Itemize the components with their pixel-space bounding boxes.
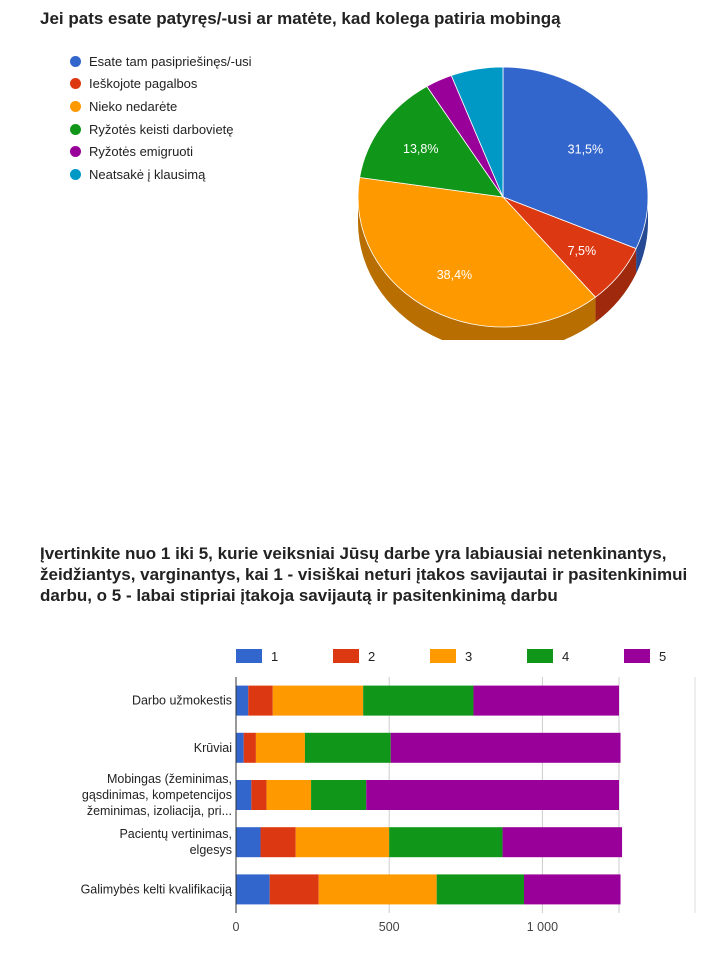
category-label: Pacientų vertinimas, [119, 827, 232, 842]
bar-segment [270, 874, 319, 904]
bar-legend [236, 649, 666, 664]
bar-segment [319, 874, 437, 904]
bar-segment [236, 874, 270, 904]
bar-segment [363, 686, 473, 716]
bar-row [132, 686, 619, 716]
category-label: žeminimas, izoliacija, pri... [86, 804, 232, 818]
bar-segment [366, 780, 619, 810]
bar-row [82, 772, 619, 818]
pie-slice-label: 38,4% [436, 267, 473, 282]
x-tick-label: 1 000 [526, 920, 559, 934]
legend-swatch [527, 649, 553, 663]
category-label: Darbo užmokestis [131, 693, 232, 708]
legend-swatch [333, 649, 359, 663]
legend-label: Nieko nedarėte [89, 98, 178, 114]
bar-segment [251, 780, 266, 810]
bar-segment [311, 780, 366, 810]
legend-label: 4 [562, 649, 570, 664]
legend-label: 5 [659, 649, 667, 664]
bar-segment [267, 780, 311, 810]
bar-segment [236, 686, 248, 716]
legend-label: Ryžotės emigruoti [89, 144, 194, 160]
bar-legend-item [333, 649, 375, 664]
pie-slice-label: 7,5% [567, 244, 597, 259]
legend-label: Neatsakė į klausimą [89, 166, 206, 182]
x-tick-label: 500 [378, 920, 400, 934]
bar-legend-item [624, 649, 666, 664]
legend-label: 2 [368, 649, 376, 664]
bar-legend-item [430, 649, 472, 664]
bar-chart-title: Įvertinkite nuo 1 iki 5, kurie veiksniai Jūsų darbe yra labiausiai netenkinantys, žeidžiantys, varginantys, kai 1 - visiškai neturi įtakos savijautai ir pasitenkinimui darbu, o 5 - labai stipriai įtakoja savijautą ir pasitenkinimą darbu [40, 544, 688, 605]
bar-segment [256, 733, 305, 763]
legend-swatch [236, 649, 262, 663]
legend-label: Esate tam pasipriešinęs/-usi [89, 53, 252, 69]
bar-segment [305, 733, 391, 763]
bar-row [119, 827, 622, 857]
legend-label: Ryžotės keisti darbovietę [89, 121, 234, 137]
category-label: gąsdinimas, kompetencijos [81, 788, 232, 802]
category-label: Galimybės kelti kvalifikaciją [80, 882, 232, 897]
bar-segment [389, 827, 502, 857]
pie-slice-label: 31,5% [567, 142, 604, 157]
bar-row [194, 733, 621, 763]
bar-segment [236, 827, 261, 857]
legend-label: 1 [271, 649, 279, 664]
pie-chart-title: Jei pats esate patyręs/-usi ar matėte, kad kolega patiria mobingą [40, 9, 561, 28]
category-label: elgesys [189, 843, 232, 858]
bar-segment [437, 874, 524, 904]
stacked-bar-chart [0, 640, 720, 940]
bar-legend-item [527, 649, 569, 664]
bar-segment [391, 733, 621, 763]
bar-segment [473, 686, 619, 716]
bar-segment [503, 827, 622, 857]
category-label: Krūviai [193, 740, 232, 755]
bar-segment [244, 733, 256, 763]
category-label: Mobingas (žeminimas, [106, 772, 232, 786]
bar-legend-item [236, 649, 278, 664]
bar-segment [236, 733, 244, 763]
pie-slice-label: 13,8% [403, 142, 439, 157]
legend-swatch [430, 649, 456, 663]
bar-segment [296, 827, 389, 857]
bar-segment [248, 686, 273, 716]
bar-row [81, 874, 621, 904]
legend-swatch [624, 649, 650, 663]
bar-segment [261, 827, 296, 857]
pie-chart [0, 0, 720, 340]
x-tick-label: 0 [232, 920, 240, 934]
bar-segment [524, 874, 621, 904]
bar-segment [273, 686, 363, 716]
bar-segment [236, 780, 251, 810]
legend-label: 3 [465, 649, 473, 664]
legend-label: Ieškojote pagalbos [89, 76, 198, 92]
